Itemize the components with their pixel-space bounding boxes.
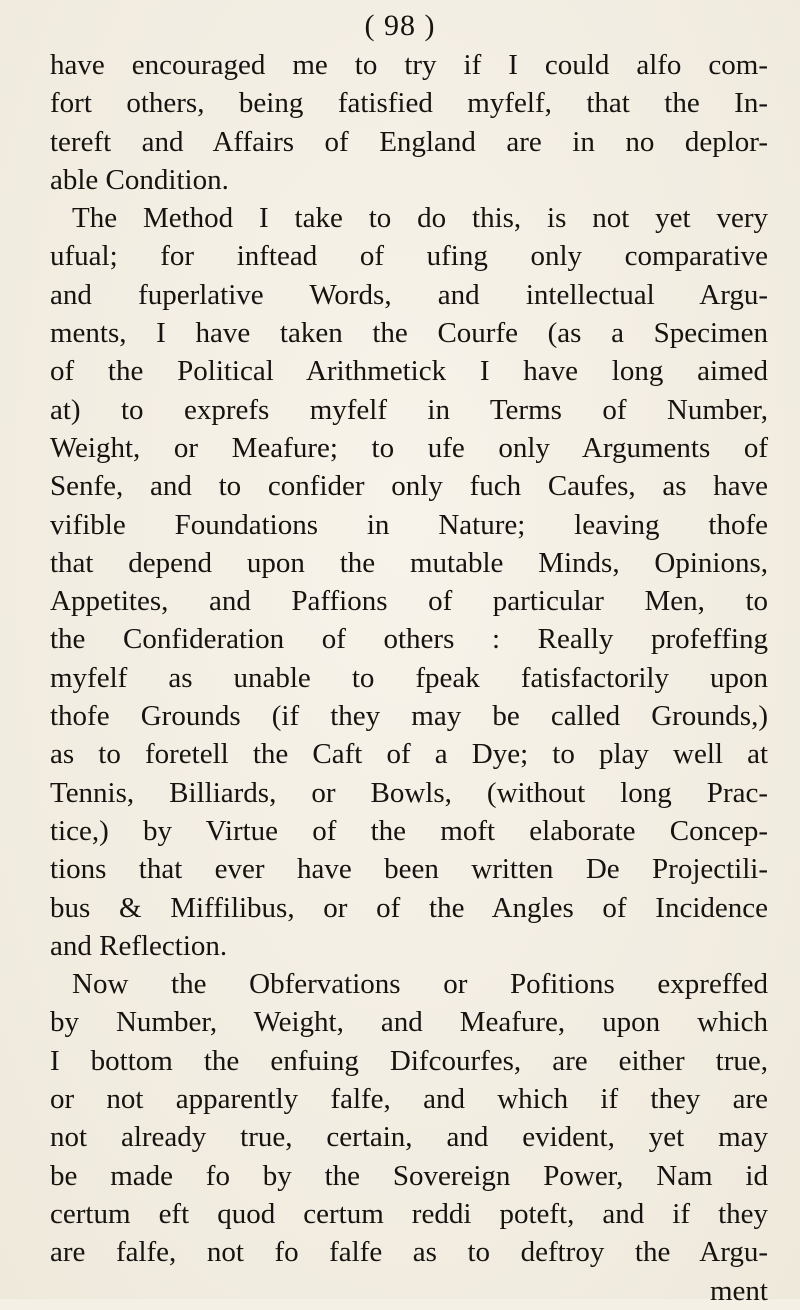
catchword: ment <box>710 1274 768 1307</box>
text-line: ufual; for inftead of ufing only comparative <box>50 240 768 273</box>
body-text <box>50 46 768 1310</box>
text-line: or not apparently falfe, and which if they are <box>50 1083 768 1116</box>
text-line: that depend upon the mutable Minds, Opinions, <box>50 546 768 579</box>
text-line: tions that ever have been written De Projectili- <box>50 853 768 886</box>
text-line: ments, I have taken the Courfe (as a Specimen <box>50 317 768 350</box>
text-line: Tennis, Billiards, or Bowls, (without long Prac- <box>50 776 768 809</box>
paragraph-start-line: Now the Obfervations or Pofitions expreffed <box>72 968 768 1001</box>
text-line: Senfe, and to confider only fuch Caufes, as have <box>50 470 768 503</box>
text-line: tice,) by Virtue of the moft elaborate Concep- <box>50 814 768 847</box>
text-line: certum eft quod certum reddi poteft, and if they <box>50 1197 768 1230</box>
text-line: Appetites, and Paffions of particular Men, to <box>50 585 768 618</box>
page-number: ( 98 ) <box>364 9 436 42</box>
text-line: tereft and Affairs of England are in no deplor- <box>50 125 768 158</box>
text-line: as to foretell the Caft of a Dye; to play well at <box>50 738 768 771</box>
paragraph-start-line: The Method I take to do this, is not yet very <box>72 202 768 235</box>
text-line: myfelf as unable to fpeak fatisfactorily upon <box>50 661 768 694</box>
text-line: fort others, being fatisfied myfelf, that the In- <box>50 87 768 120</box>
text-line: able Condition. <box>50 163 229 196</box>
text-line: Weight, or Meafure; to ufe only Arguments of <box>50 431 768 464</box>
text-line: and Reflection. <box>50 929 228 962</box>
text-line: bus & Miffilibus, or of the Angles of Incidence <box>50 891 768 924</box>
text-line: thofe Grounds (if they may be called Grounds,) <box>50 700 768 733</box>
text-line: have encouraged me to try if I could alfo com- <box>50 49 768 81</box>
text-line: vifible Foundations in Nature; leaving thofe <box>50 508 768 541</box>
text-line: not already true, certain, and evident, yet may <box>50 1121 768 1154</box>
text-line: are falfe, not fo falfe as to deftroy the Argu- <box>50 1236 768 1269</box>
text-line: and fuperlative Words, and intellectual Argu- <box>50 278 768 311</box>
text-line: of the Political Arithmetick I have long aimed <box>50 355 768 388</box>
text-line: I bottom the enfuing Difcourfes, are either true, <box>50 1044 768 1077</box>
text-line: by Number, Weight, and Meafure, upon which <box>50 1006 768 1039</box>
text-line: the Confideration of others : Really profeffing <box>50 623 768 656</box>
text-line: at) to exprefs myfelf in Terms of Number, <box>50 393 768 426</box>
text-line: be made fo by the Sovereign Power, Nam id <box>50 1159 768 1192</box>
